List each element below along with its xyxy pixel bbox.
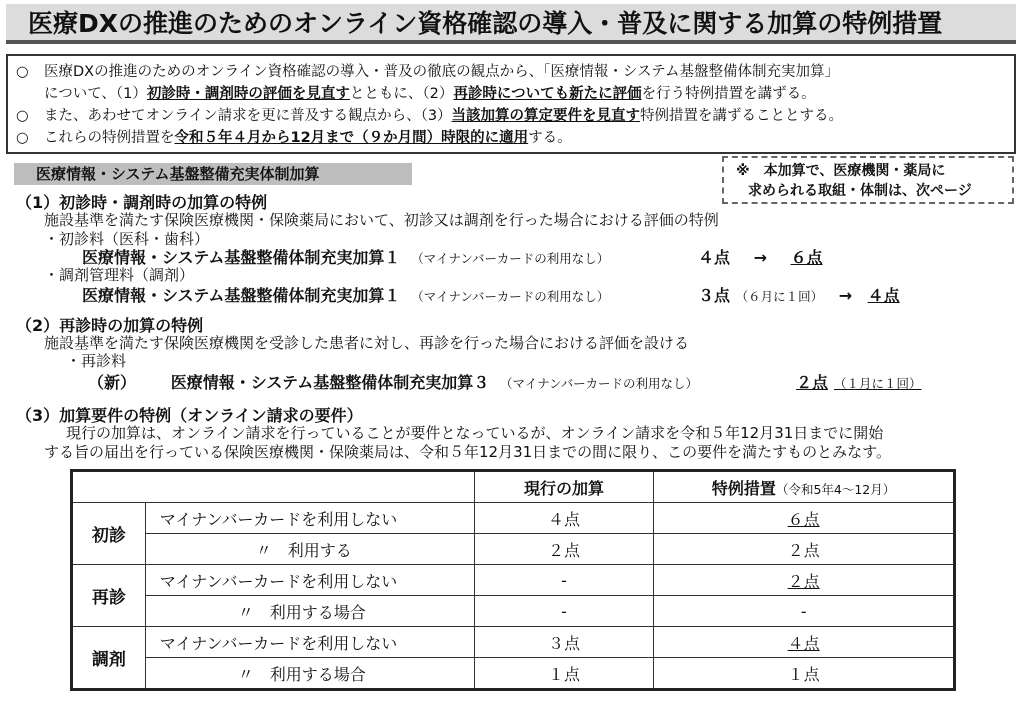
s1-item2-line: 医療情報・システム基盤整備体制充実加算１ （マイナンバーカードの利用なし） xyxy=(82,286,610,305)
table-row xyxy=(72,534,955,565)
s2-item: ・再診料 xyxy=(66,352,127,370)
current-value: １点 xyxy=(474,658,653,690)
table-header-row xyxy=(72,471,955,503)
s1-item1: ・初診料（医科・歯科） xyxy=(44,230,210,248)
category-cell: 再診 xyxy=(72,565,146,627)
bullet-circle-icon: ○ xyxy=(16,108,29,124)
s1-heading: （1）初診時・調剤時の加算の特例 xyxy=(16,193,268,212)
section-bar: 医療情報・システム基盤整備充実体制加算 xyxy=(14,163,412,185)
s1-item2: ・調剤管理料（調剤） xyxy=(44,266,195,284)
special-value: ２点 xyxy=(654,534,955,565)
bullet-circle-icon: ○ xyxy=(16,64,29,80)
s2-heading: （2）再診時の加算の特例 xyxy=(16,316,204,335)
table-row xyxy=(72,627,955,658)
col-current-header: 現行の加算 xyxy=(474,471,653,503)
row-label: 〃 利用する場合 xyxy=(145,658,474,690)
current-value: ２点 xyxy=(474,534,653,565)
category-cell: 初診 xyxy=(72,503,146,565)
special-value: ２点 xyxy=(654,565,955,596)
table-row xyxy=(72,596,955,627)
table-row xyxy=(72,658,955,690)
summary-box xyxy=(6,54,1016,154)
s3-heading: （3）加算要件の特例（オンライン請求の要件） xyxy=(16,406,363,425)
s2-item-line: （新） 医療情報・システム基盤整備体制充実加算３ （マイナンバーカードの利用なし） xyxy=(88,373,698,392)
summary-line-2: について、（1）初診時・調剤時の評価を見直すとともに、（2）再診時についても新たに評価を行う特例措置を講ずる。 xyxy=(44,86,816,102)
s2-desc: 施設基準を満たす保険医療機関を受診した患者に対し、再診を行った場合における評価を設ける xyxy=(44,334,690,352)
s3-line1: 現行の加算は、オンライン請求を行っていることが要件となっているが、オンライン請求を令和５年12月31日までに開始 xyxy=(66,424,884,442)
note-box: ※ 本加算で、医療機関・薬局に 求められる取組・体制は、次ページ xyxy=(722,156,1014,204)
summary-line-4: ○ これらの特例措置を令和５年４月から12月まで（９か月間）時限的に適用する。 xyxy=(16,127,1006,149)
comparison-table xyxy=(70,469,956,691)
table-row xyxy=(72,503,955,534)
arrow-right-icon: → xyxy=(838,286,853,305)
row-label: マイナンバーカードを利用しない xyxy=(145,503,474,534)
special-value: - xyxy=(654,596,955,627)
s3-line2: する旨の届出を行っている保険医療機関・保険薬局は、令和５年12月31日までの間に限り、この要件を満たすものとみなす。 xyxy=(44,443,891,461)
row-label: 〃 利用する場合 xyxy=(145,596,474,627)
s1-item1-points: ４点 → ６点 xyxy=(698,248,823,267)
category-cell: 調剤 xyxy=(72,627,146,690)
current-value: - xyxy=(474,596,653,627)
page-title: 医療DXの推進のためのオンライン資格確認の導入・普及に関する加算の特例措置 xyxy=(6,4,1016,44)
arrow-right-icon: → xyxy=(753,248,767,267)
s1-item2-points: ３点 （６月に１回） → ４点 xyxy=(698,286,900,305)
special-value: ４点 xyxy=(654,627,955,658)
bullet-circle-icon: ○ xyxy=(16,130,29,146)
special-value: ６点 xyxy=(654,503,955,534)
current-value: ３点 xyxy=(474,627,653,658)
special-value: １点 xyxy=(654,658,955,690)
summary-line-3: ○ また、あわせてオンライン請求を更に普及する観点から、（3）当該加算の算定要件を見直す特例措置を講ずることとする。 xyxy=(16,105,1006,127)
row-label: 〃 利用する xyxy=(145,534,474,565)
current-value: - xyxy=(474,565,653,596)
current-value: ４点 xyxy=(474,503,653,534)
summary-line-1: ○ 医療DXの推進のためのオンライン資格確認の導入・普及の徹底の観点から、「医療情報・システム基盤整備体制充実加算」 xyxy=(16,61,1006,83)
row-label: マイナンバーカードを利用しない xyxy=(145,627,474,658)
table-row xyxy=(72,565,955,596)
s1-desc: 施設基準を満たす保険医療機関・保険薬局において、初診又は調剤を行った場合における評価の特例 xyxy=(44,211,719,229)
s1-item1-line: 医療情報・システム基盤整備体制充実加算１ （マイナンバーカードの利用なし） xyxy=(82,248,610,267)
col-special-header: 特例措置（令和5年4～12月） xyxy=(654,471,955,503)
s2-points: ２点 （１月に１回） xyxy=(796,373,922,392)
row-label: マイナンバーカードを利用しない xyxy=(145,565,474,596)
